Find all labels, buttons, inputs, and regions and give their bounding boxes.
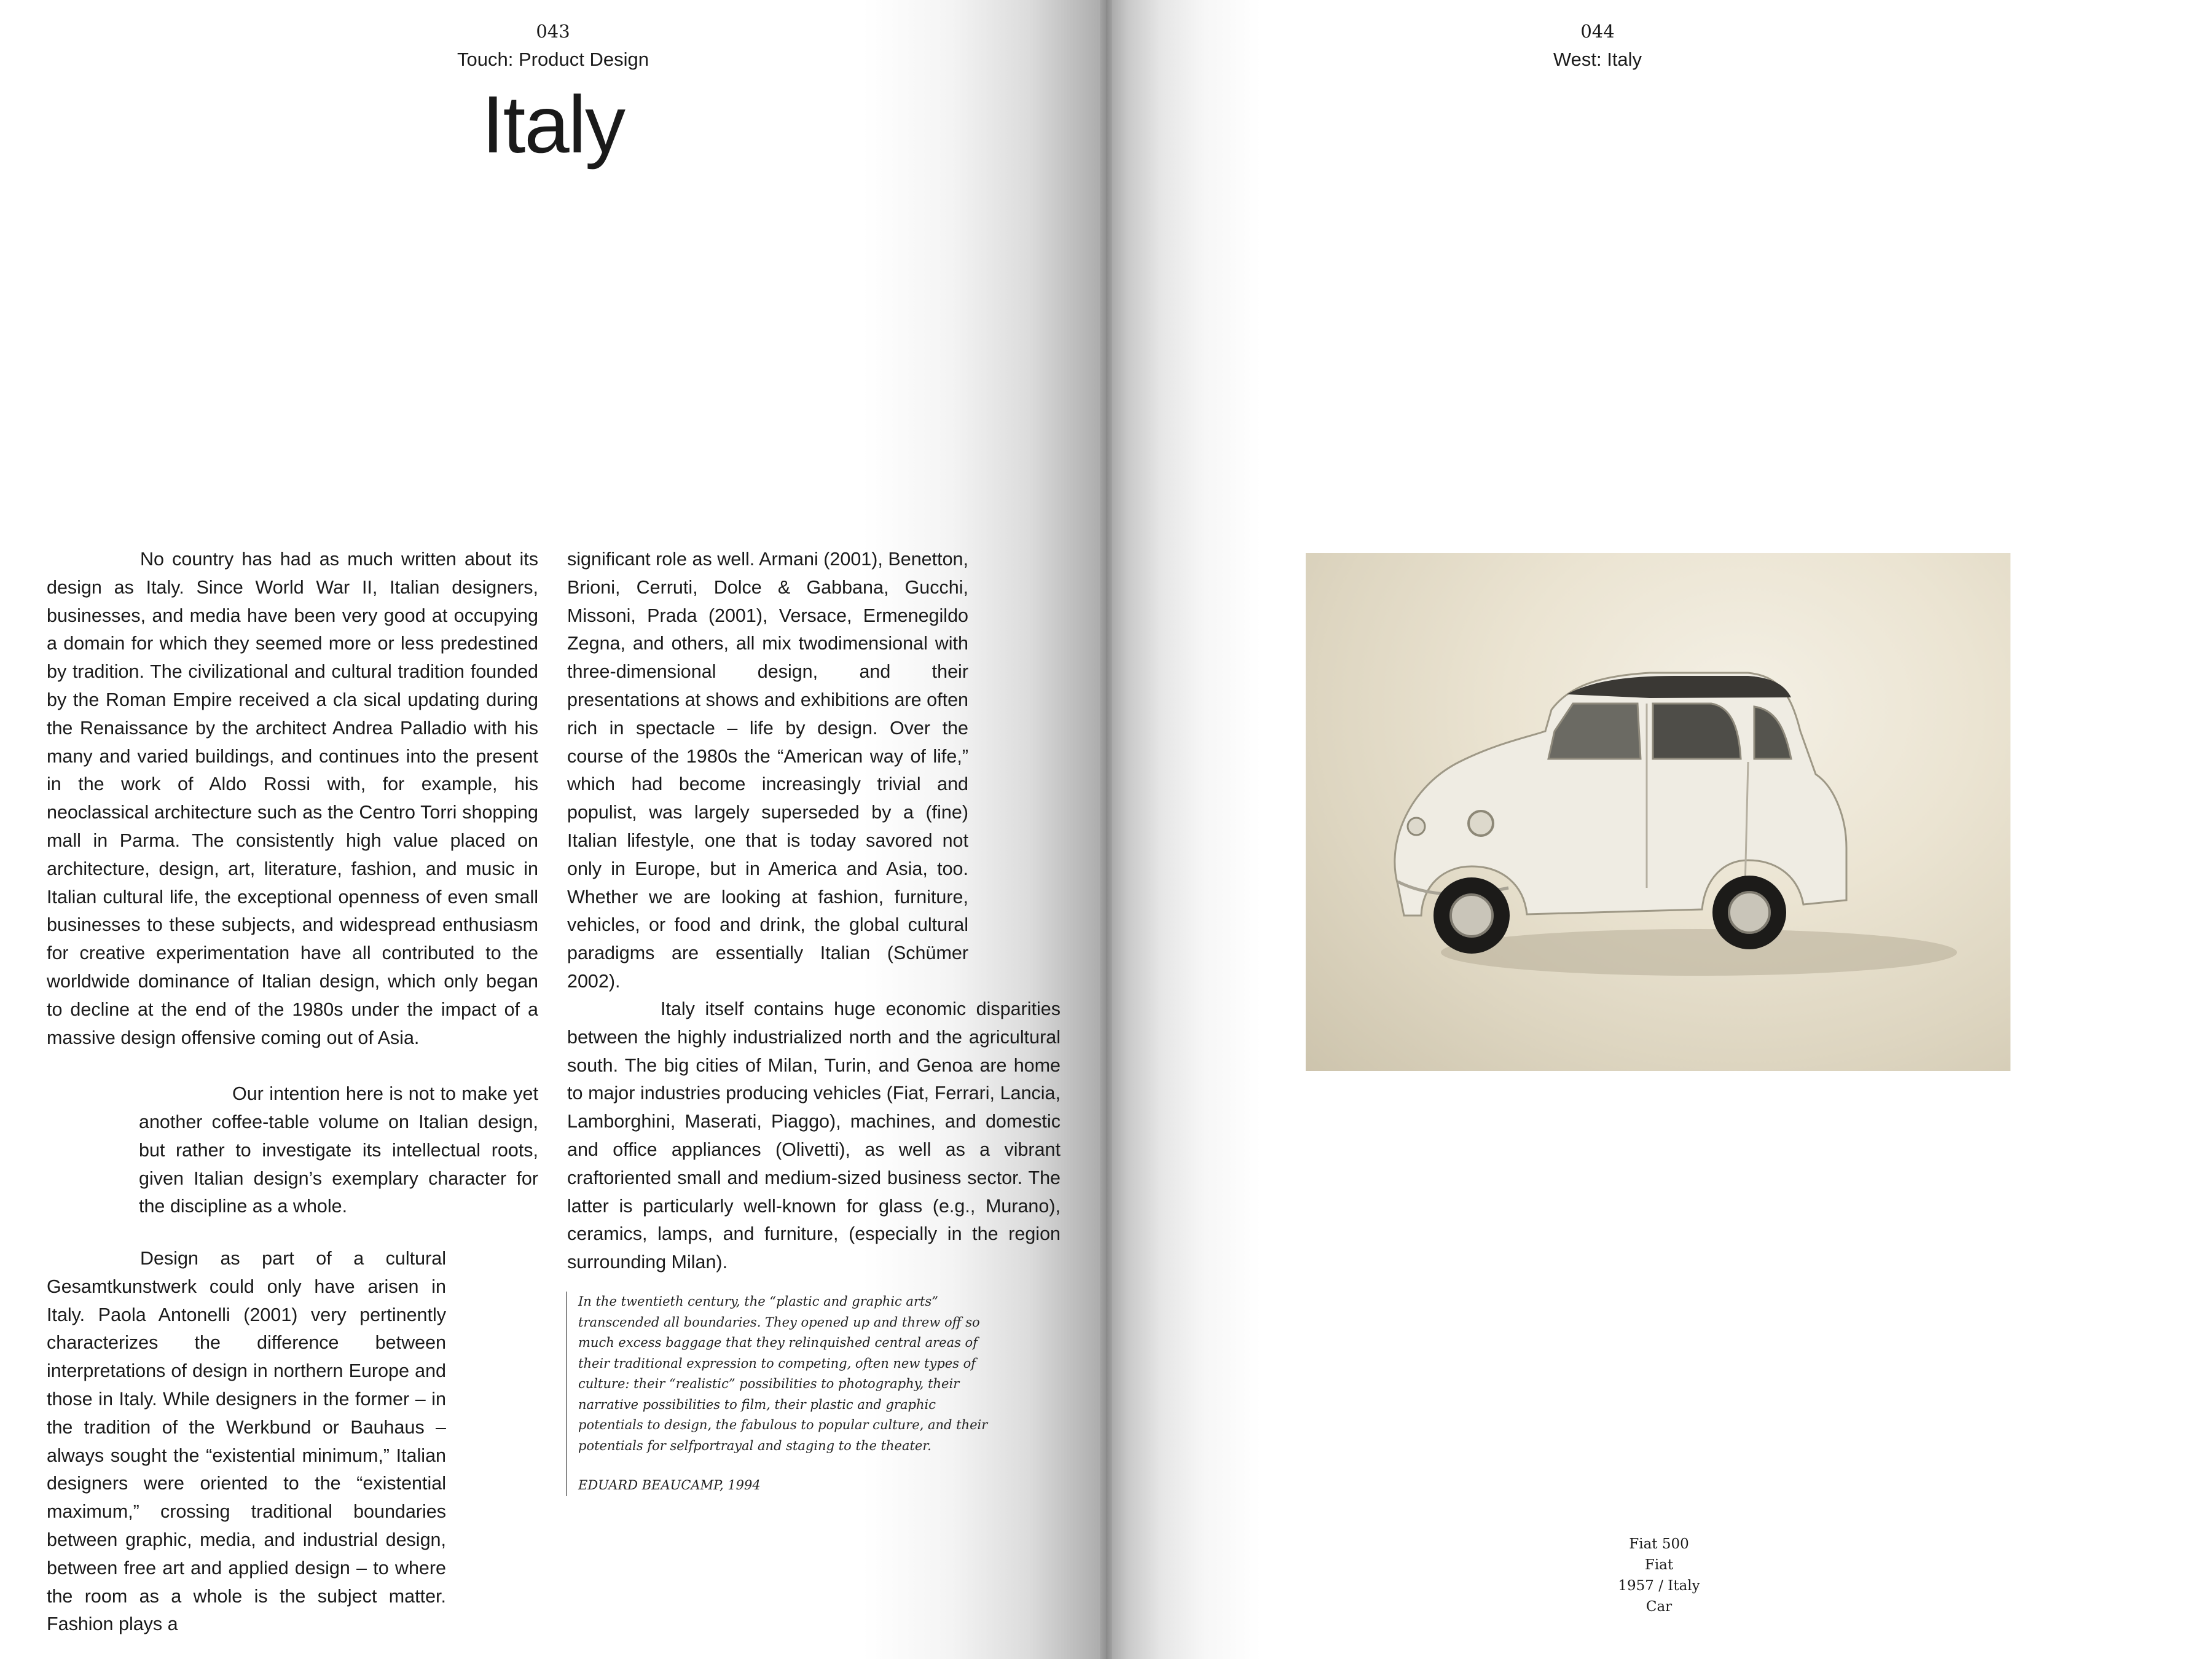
right-section-label: West: Italy	[1553, 49, 1642, 70]
page-title: Italy	[481, 79, 625, 170]
text-column-2	[567, 546, 968, 996]
book-gutter	[1100, 0, 1112, 1659]
right-page-number: 044	[1580, 21, 1615, 42]
photo-caption	[1536, 1534, 1782, 1617]
text-column-1-continued	[47, 1245, 446, 1639]
caption-category: Car	[1645, 1599, 1673, 1615]
left-page-number: 043	[536, 21, 570, 42]
caption-maker: Fiat	[1644, 1557, 1674, 1573]
fiat-500-photo	[1306, 553, 2010, 1071]
pull-quote	[566, 1292, 996, 1496]
paragraph: Italy itself contains huge economic disparities between the highly industrialized north and the agricultural south. The big cities of Milan, Turin, and Genoa are home to major industries producing vehicles (Fiat, Ferrari, Lancia, Lamborghini, Maserati, Piaggo), machines, and domestic and office appliances (Olivetti), as well as a vibrant craftoriented small and medium-sized business sector. The latter is particularly well-known for glass (e.g., Murano), ceramics, lamps, and furniture, (especially in the region surrounding Milan).	[567, 998, 1061, 1273]
left-running-head	[399, 17, 707, 74]
quote-author: EDUARD BEAUCAMP, 1994	[578, 1478, 761, 1492]
fiat-500-car-illustration	[1306, 553, 2010, 1071]
caption-name: Fiat 500	[1629, 1536, 1689, 1552]
paragraph: Design as part of a cultural Gesamtkunstwerk could only have arisen in Italy. Paola Antonelli (2001) very pertinently characterizes the difference between interpretations of design in northern Europe and those in Italy. While designers in the former – in the tradition of the Werkbund or Bauhaus – always sought the “existential minimum,” Italian designers were oriented to the “existential maximum,” crossing traditional boundaries between graphic, media, and industrial design, between free art and applied design – to where the room as a whole is the subject matter. Fashion plays a	[47, 1248, 446, 1635]
caption-year-country: 1957 / Italy	[1618, 1578, 1700, 1594]
right-running-head	[1444, 17, 1751, 74]
paragraph: significant role as well. Armani (2001), Benetton, Brioni, Cerruti, Dolce & Gabbana, Gucchi, Missoni, Prada (2001), Versace, Ermenegildo Zegna, and others, all mix twodimensional with three-dimensional design, and their presentations at shows and exhibitions are often rich in spectacle – life by design. Over the course of the 1980s the “American way of life,” which had become increasingly trivial and populist, was largely superseded by a (fine) Italian lifestyle, one that is today savored not only in Europe, but in America and Asia, too. Whether we are looking at fashion, furniture, vehicles, or food and drink, the global cultural paradigms are essentially Italian (Schümer 2002).	[567, 549, 968, 992]
text-column-2-continued	[567, 995, 1061, 1277]
paragraph: No country has had as much written about its design as Italy. Since World War II, Italian designers, businesses, and media have been very good at occupying a domain for which they seemed more or less predestined by tradition. The civilizational and cultural tradition founded by the Roman Empire received a cla sical updating during the Renaissance by the architect Andrea Palladio with his many and varied buildings, and continues into the present in the work of Aldo Rossi with, for example, his neoclassical architecture such as the Centro Torri shopping mall in Parma. The consistently high value placed on architecture, design, art, literature, fashion, and music in Italian cultural life, the exceptional openness of even small businesses to these subjects, and widespread enthusiasm for creative experimentation have all contributed to the worldwide dominance of Italian design, which only began to decline at the end of the 1980s under the impact of a massive design offensive coming out of Asia.	[47, 549, 538, 1048]
quote-text: In the twentieth century, the “plastic and graphic arts” transcended all boundaries. They opened up and threw off so much excess baggage that they relinquished central areas of their traditional expression to competing, often new types of culture: their “realistic” possibilities to photography, their narrative possibilities to film, their plastic and graphic potentials to design, the fabulous to popular culture, and their potentials for selfportrayal and staging to the theater.	[578, 1294, 988, 1453]
left-section-label: Touch: Product Design	[457, 49, 649, 70]
paragraph: Our intention here is not to make yet another coffee-table volume on Italian design, but rather to investigate its intellectual roots, given Italian design’s exemplary character for the discipline as a whole.	[139, 1083, 538, 1217]
text-column-1	[47, 546, 538, 1249]
